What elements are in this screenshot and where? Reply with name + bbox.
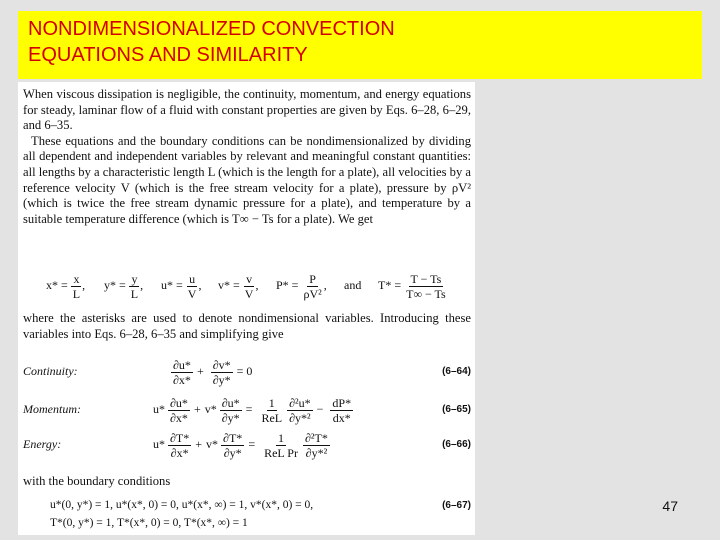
boundary-conditions-row-1: u*(0, y*) = 1, u*(x*, 0) = 0, u*(x*, ∞) = 1, v*(x*, 0) = 0, (6–67)	[23, 498, 471, 516]
equation-number-6-64: (6–64)	[442, 366, 471, 378]
equation-number-6-67: (6–67)	[442, 500, 471, 511]
paragraph-3-wrap	[23, 311, 471, 342]
slide-title-line-2: EQUATIONS AND SIMILARITY	[28, 44, 308, 66]
def-v: v* = $\frac{v}{V}$ ,	[218, 271, 259, 301]
nondimensional-definitions	[26, 264, 466, 308]
paragraph-2: These equations and the boundary conditions can be nondimensionalized by dividing all dependent and independent variables by relevant and meaningful constant quantities: all lengths by a characteristic length L (which is the length for a plate), all velocities by a reference velocity V (which is the free stream velocity for a plate), pressure by ρV² (which is twice the free stream dynamic pressure for a plate), and temperature by a suitable temperature difference (which is T∞ − Ts for a plate). We get	[23, 133, 471, 226]
energy-equation: Energy: u* $\frac{\partial T*}{\partial x*}$ + v* $\frac{\partial T*}{\partial y*}$ = $\frac{1}{\text{ReL Pr}}$ $\frac{\text{∂²T*}}{\text{∂y*²}}$ (6–66)	[23, 430, 471, 460]
slide-title	[18, 11, 702, 79]
boundary-conditions-intro: with the boundary conditions	[23, 474, 171, 488]
intro-paragraphs	[23, 87, 471, 227]
equation-number-6-66: (6–66)	[442, 439, 471, 451]
def-p: P* = $\frac{P}{\text{ρV²}}$ ,	[276, 271, 327, 301]
paragraph-3: where the asterisks are used to denote nondimensional variables. Introducing these variables into Eqs. 6–28, 6–35 and simplifying give	[23, 311, 471, 341]
def-y: y* = $\frac{y}{L}$ ,	[104, 271, 144, 301]
momentum-equation: Momentum: u* $\frac{\partial u*}{\partial x*}$ + v* $\frac{\partial u*}{\partial y*}$ = $\frac{1}{\text{ReL}}$ $\frac{\text{∂²u*}}{\text{∂y*²}}$ − $\frac{dP*}{dx*}$ (6–65)	[23, 395, 471, 425]
equation-number-6-65: (6–65)	[442, 404, 471, 416]
textbook-excerpt	[18, 82, 475, 535]
energy-label: Energy:	[23, 437, 62, 452]
slide-title-line-1: NONDIMENSIONALIZED CONVECTION	[28, 18, 395, 40]
boundary-conditions-row-2: T*(0, y*) = 1, T*(x*, 0) = 0, T*(x*, ∞) = 1	[50, 517, 248, 529]
paragraph-1: When viscous dissipation is negligible, the continuity, momentum, and energy equations for steady, laminar flow of a fluid with constant properties are given by Eqs. 6–28, 6–29, and 6–35.	[23, 87, 471, 133]
page-number: 47	[662, 498, 678, 514]
def-x: x* = $\frac{x}{L}$ ,	[46, 271, 86, 301]
continuity-label: Continuity:	[23, 364, 78, 379]
def-t: T* = $\frac{T - Ts}{T\infty - Ts}$	[378, 271, 446, 301]
def-and: and	[344, 278, 362, 293]
momentum-label: Momentum:	[23, 402, 81, 417]
def-u: u* = $\frac{u}{V}$ ,	[161, 271, 202, 301]
continuity-equation: Continuity: $\frac{\partial u*}{\partial x*}$ + $\frac{\partial v*}{\partial y*}$ = 0 (6–64)	[23, 357, 471, 387]
